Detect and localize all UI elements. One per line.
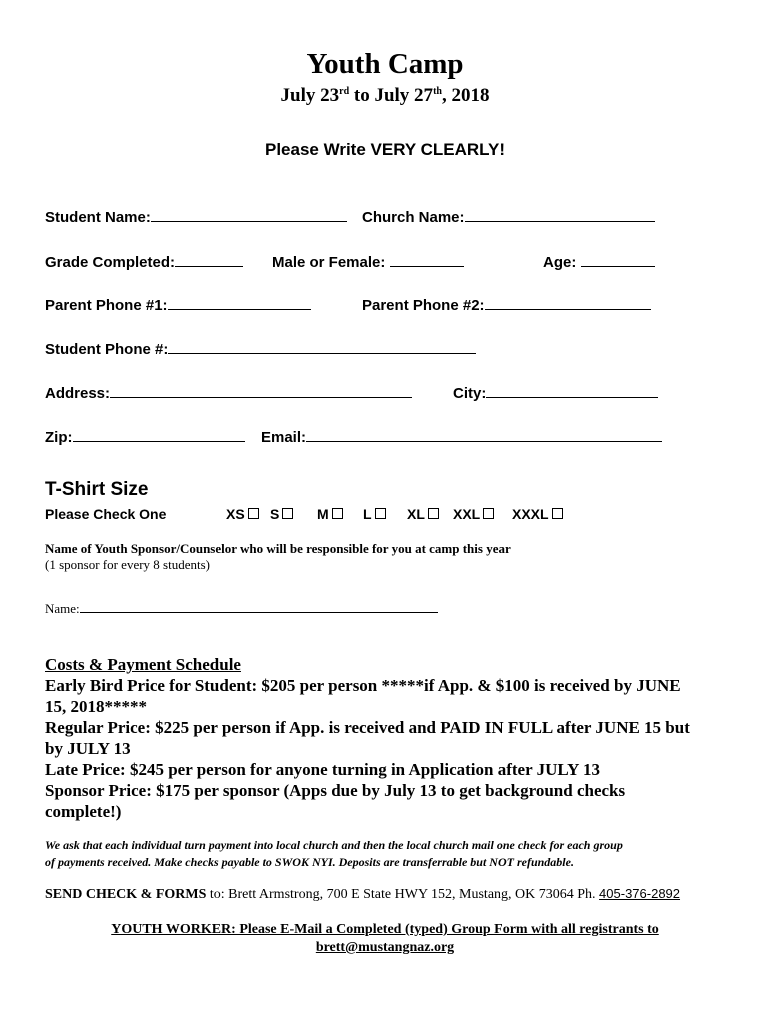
cost-line: by JULY 13 <box>45 739 131 758</box>
costs-heading: Costs & Payment Schedule <box>45 655 241 674</box>
gender-field[interactable]: Male or Female: <box>272 252 464 271</box>
checkbox-icon[interactable] <box>332 508 343 519</box>
grade-completed-field[interactable]: Grade Completed: <box>45 252 243 271</box>
payment-note: We ask that each individual turn payment into local church and then the local church mail one check for each group <box>45 838 623 852</box>
cost-line: Late Price: $245 per person for anyone turning in Application after JULY 13 <box>45 760 601 779</box>
checkbox-icon[interactable] <box>552 508 563 519</box>
size-option-l[interactable]: L <box>363 506 386 522</box>
city-field[interactable]: City: <box>453 383 658 402</box>
age-field[interactable]: Age: <box>543 252 655 271</box>
tshirt-instruction: Please Check One <box>45 506 167 522</box>
parent-phone-2-field[interactable]: Parent Phone #2: <box>362 295 651 314</box>
address-field[interactable]: Address: <box>45 383 412 402</box>
checkbox-icon[interactable] <box>375 508 386 519</box>
email-field[interactable]: Email: <box>261 427 662 446</box>
checkbox-icon[interactable] <box>248 508 259 519</box>
checkbox-icon[interactable] <box>483 508 494 519</box>
student-phone-field[interactable]: Student Phone #: <box>45 339 476 358</box>
size-option-m[interactable]: M <box>317 506 343 522</box>
cost-line: complete!) <box>45 802 122 821</box>
sponsor-ratio-note: (1 sponsor for every 8 students) <box>45 557 210 572</box>
write-clearly-instruction: Please Write VERY CLEARLY! <box>265 140 505 159</box>
size-option-xs[interactable]: XS <box>226 506 259 522</box>
phone-link[interactable]: 405-376-2892 <box>599 886 681 901</box>
contact-email-link[interactable]: brett@mustangnaz.org <box>315 940 455 955</box>
sponsor-name-field[interactable]: Name: <box>45 601 438 617</box>
cost-line: Early Bird Price for Student: $205 per person *****if App. & $100 is received by JUNE <box>45 676 681 695</box>
payment-note: of payments received. Make checks payable to SWOK NYI. Deposits are transferrable but NOT refundable. <box>45 855 574 869</box>
page-title: Youth Camp <box>306 48 464 80</box>
checkbox-icon[interactable] <box>428 508 439 519</box>
camp-dates: July 23rd to July 27th, 2018 <box>280 85 490 106</box>
church-name-field[interactable]: Church Name: <box>362 207 655 226</box>
size-option-s[interactable]: S <box>270 506 293 522</box>
checkbox-icon[interactable] <box>282 508 293 519</box>
send-instructions: SEND CHECK & FORMS to: Brett Armstrong, 700 E State HWY 152, Mustang, OK 73064 Ph. 405-376-2892 <box>45 886 681 902</box>
cost-line: Regular Price: $225 per person if App. is received and PAID IN FULL after JUNE 15 but <box>45 718 690 737</box>
size-option-xxxl[interactable]: XXXL <box>512 506 563 522</box>
youth-worker-instruction: YOUTH WORKER: Please E-Mail a Completed (typed) Group Form with all registrants to <box>111 922 659 937</box>
cost-line: 15, 2018***** <box>45 697 147 716</box>
cost-line: Sponsor Price: $175 per sponsor (Apps due by July 13 to get background checks <box>45 781 626 800</box>
size-option-xxl[interactable]: XXL <box>453 506 494 522</box>
sponsor-instruction: Name of Youth Sponsor/Counselor who will be responsible for you at camp this year <box>45 541 511 556</box>
zip-field[interactable]: Zip: <box>45 427 245 446</box>
student-name-field[interactable]: Student Name: <box>45 207 347 226</box>
size-option-xl[interactable]: XL <box>407 506 439 522</box>
tshirt-heading: T-Shirt Size <box>45 479 149 500</box>
parent-phone-1-field[interactable]: Parent Phone #1: <box>45 295 311 314</box>
